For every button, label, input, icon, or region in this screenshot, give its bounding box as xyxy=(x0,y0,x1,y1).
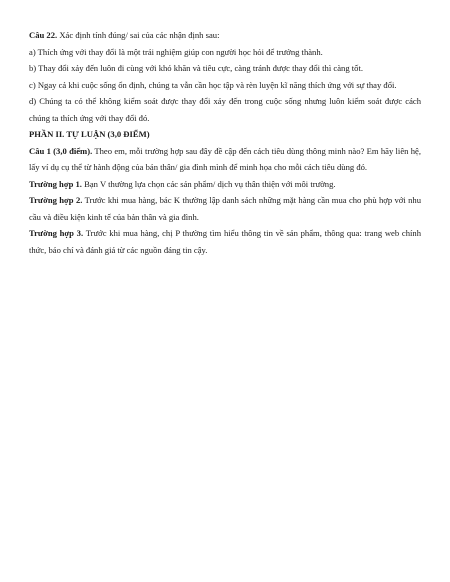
case-1-label: Trường hợp 1. xyxy=(29,178,82,189)
question-22-prompt xyxy=(29,27,421,44)
question-1 xyxy=(29,143,421,176)
part-2-heading: PHẦN II. TỰ LUẬN (3,0 ĐIỂM) xyxy=(29,129,150,139)
statement-b: b) Thay đổi xảy đến luôn đi cùng với khó khăn và tiêu cực, càng tránh được thay đổi thì càng tốt. xyxy=(29,63,363,73)
case-1-text: Bạn V thường lựa chọn các sản phẩm/ dịch vụ thân thiện với môi trường. xyxy=(81,178,336,189)
question-1-text: Theo em, mỗi trường hợp sau đây đề cập đến cách tiêu dùng thông minh nào? Em hãy liên hệ, lấy ví dụ cụ thể từ hành động của bản thân/ gia đình mình để minh họa cho mỗi cách tiêu dùng đó. xyxy=(29,145,421,172)
question-22-label: Câu 22. xyxy=(29,30,58,40)
case-2-label: Trường hợp 2. xyxy=(29,195,83,205)
case-3 xyxy=(29,225,421,258)
question-1-label: Câu 1 (3,0 điểm). xyxy=(29,145,93,156)
case-3-label: Trường hợp 3. xyxy=(29,228,84,238)
case-3-text: Trước khi mua hàng, chị P thường tìm hiểu thông tin về sản phẩm, thông qua: trang web chính thức, báo chí và đánh giá từ các nguồn đáng tin cậy. xyxy=(29,228,421,255)
document-page xyxy=(29,27,421,258)
statement-c: c) Ngay cả khi cuộc sống ổn định, chúng ta vẫn cần học tập và rèn luyện kĩ năng thích ứng với sự thay đổi. xyxy=(29,79,397,90)
case-2 xyxy=(29,192,421,225)
case-2-text: Trước khi mua hàng, bác K thường lập danh sách những mặt hàng cần mua cho phù hợp với nhu cầu và điều kiện kinh tế của bản thân và gia đình. xyxy=(29,195,421,222)
statement-d: d) Chúng ta có thể không kiểm soát được thay đổi xảy đến trong cuộc sống nhưng luôn kiểm soát được cách chúng ta thích ứng với thay đổi đó. xyxy=(29,96,421,123)
statement-a: a) Thích ứng với thay đổi là một trải nghiệm giúp con người học hỏi để trưởng thành. xyxy=(29,46,323,57)
case-1 xyxy=(29,176,421,193)
question-22-text: Xác định tính đúng/ sai của các nhận định sau: xyxy=(57,30,220,40)
